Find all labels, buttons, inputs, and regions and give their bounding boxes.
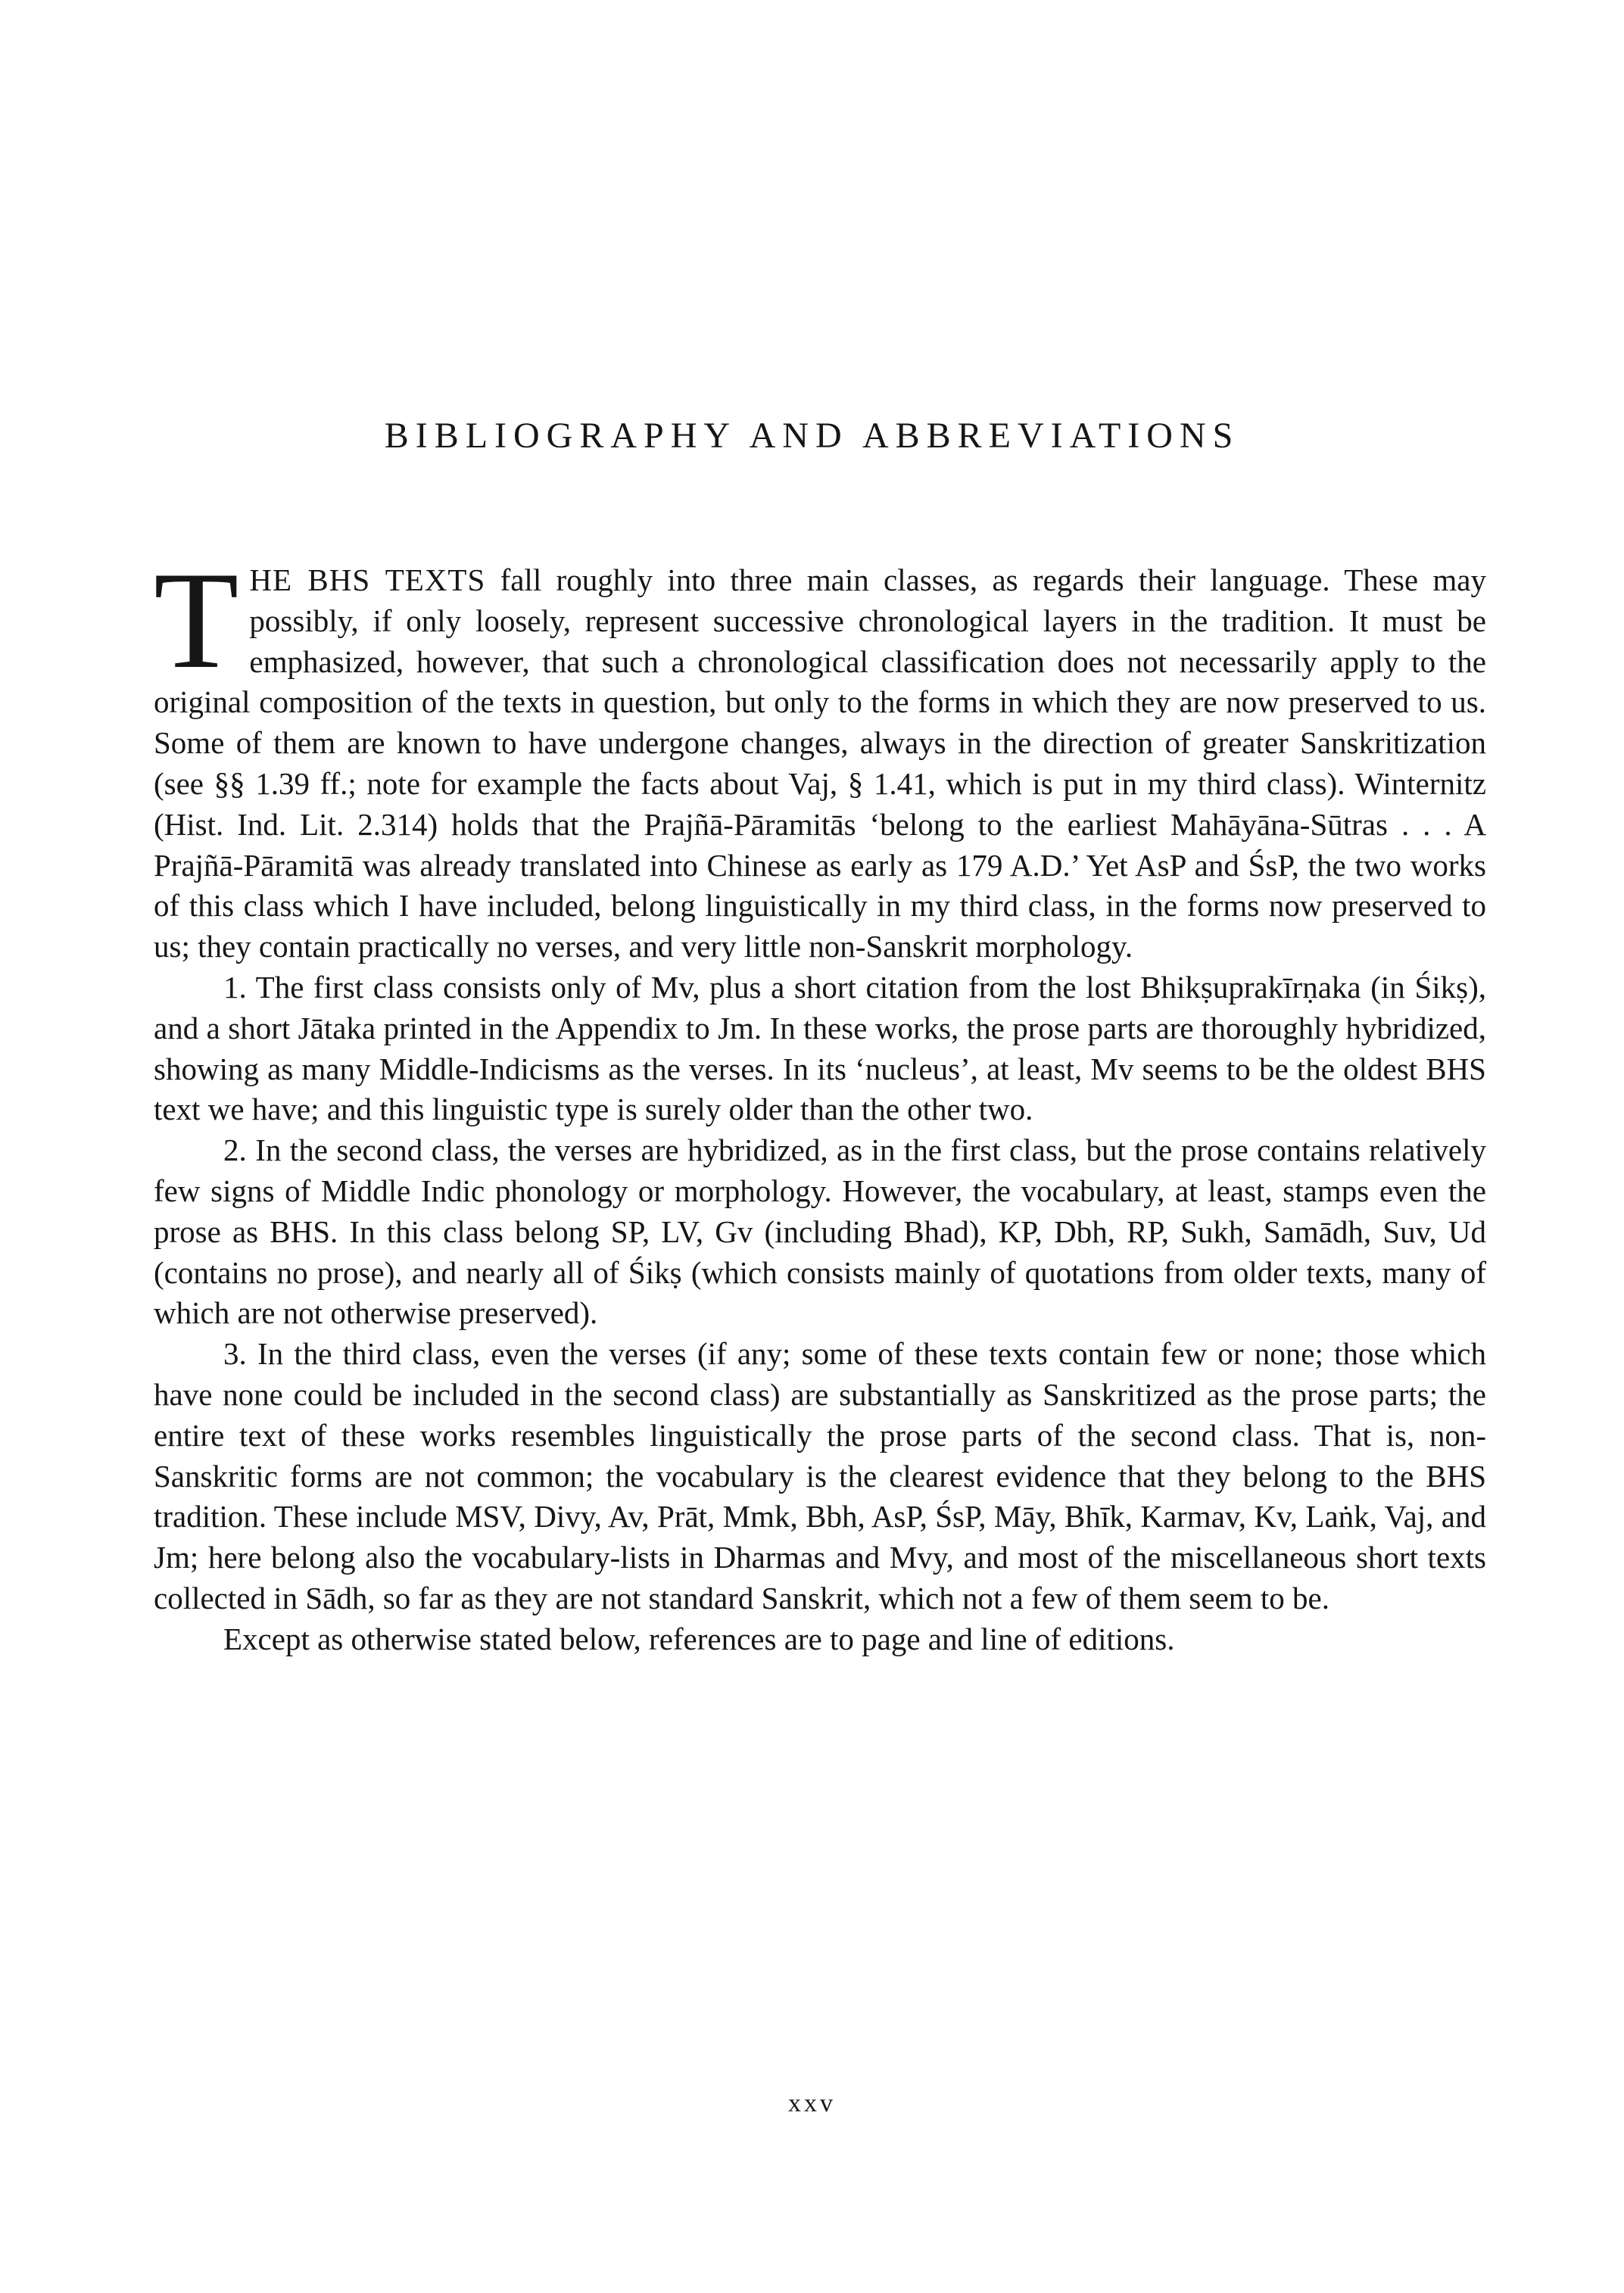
page-number: xxv: [788, 2089, 836, 2117]
drop-cap: T: [154, 543, 239, 697]
body-text: [154, 543, 1486, 1660]
paragraph-class-3: 3. In the third class, even the verses (if any; some of these texts contain few or none; those which have none could be included in the second class) are substantially as Sanskritized as the prose parts; the entire text of these works resembles linguistically the prose parts of the second class. That is, non-Sanskritic forms are not common; the vocabulary is the clearest evidence that they belong to the BHS tradition. These include MSV, Divy, Av, Prāt, Mmk, Bbh, AsP, ŚsP, Māy, Bhīk, Karmav, Kv, Laṅk, Vaj, and Jm; here belong also the vocabulary-lists in Dharmas and Mvy, and most of the miscellaneous short texts collected in Sādh, so far as they are not standard Sanskrit, which not a few of them seem to be.: [154, 1336, 1486, 1615]
intro-paragraph: [154, 543, 1486, 967]
paragraph-references-note: Except as otherwise stated below, references are to page and line of editions.: [223, 1621, 1175, 1656]
paragraph-class-2: 2. In the second class, the verses are hybridized, as in the first class, but the prose contains relatively few signs of Middle Indic phonology or morphology. However, the vocabulary, at least, stamps even the prose as BHS. In this class belong SP, LV, Gv (including Bhad), KP, Dbh, RP, Sukh, Samādh, Suv, Ud (contains no prose), and nearly all of Śikṣ (which consists mainly of quotations from older texts, many of which are not otherwise preserved).: [154, 1132, 1486, 1331]
page-heading: BIBLIOGRAPHY AND ABBREVIATIONS: [384, 416, 1240, 456]
intro-text: fall roughly into three main classes, as regards their language. These may possibly, if only loosely, represent successive chronological layers in the tradition. It must be emphasized, however, that such a chronological classification does not necessarily apply to the original composition of the texts in question, but only to the forms in which they are now preserved to us. Some of them are known to have undergone changes, always in the direction of greater Sanskritization (see §§ 1.39 ff.; note for example the facts about Vaj, § 1.41, which is put in my third class). Winternitz (Hist. Ind. Lit. 2.314) holds that the Prajñā-Pāramitās ‘belong to the earliest Mahāyāna-Sūtras . . . A Prajñā-Pāramitā was already translated into Chinese as early as 179 A.D.’ Yet AsP and ŚsP, the two works of this class which I have included, belong linguistically in my third class, in the forms now preserved to us; they contain practically no verses, and very little non-Sanskrit morphology.: [154, 562, 1486, 964]
intro-lead: HE BHS TEXTS: [249, 562, 486, 597]
paragraph-class-1: 1. The first class consists only of Mv, plus a short citation from the lost Bhikṣuprakīrṇaka (in Śikṣ), and a short Jātaka printed in the Appendix to Jm. In these works, the prose parts are thoroughly hybridized, showing as many Middle-Indicisms as the verses. In its ‘nucleus’, at least, Mv seems to be the oldest BHS text we have; and this linguistic type is surely older than the other two.: [154, 969, 1486, 1127]
